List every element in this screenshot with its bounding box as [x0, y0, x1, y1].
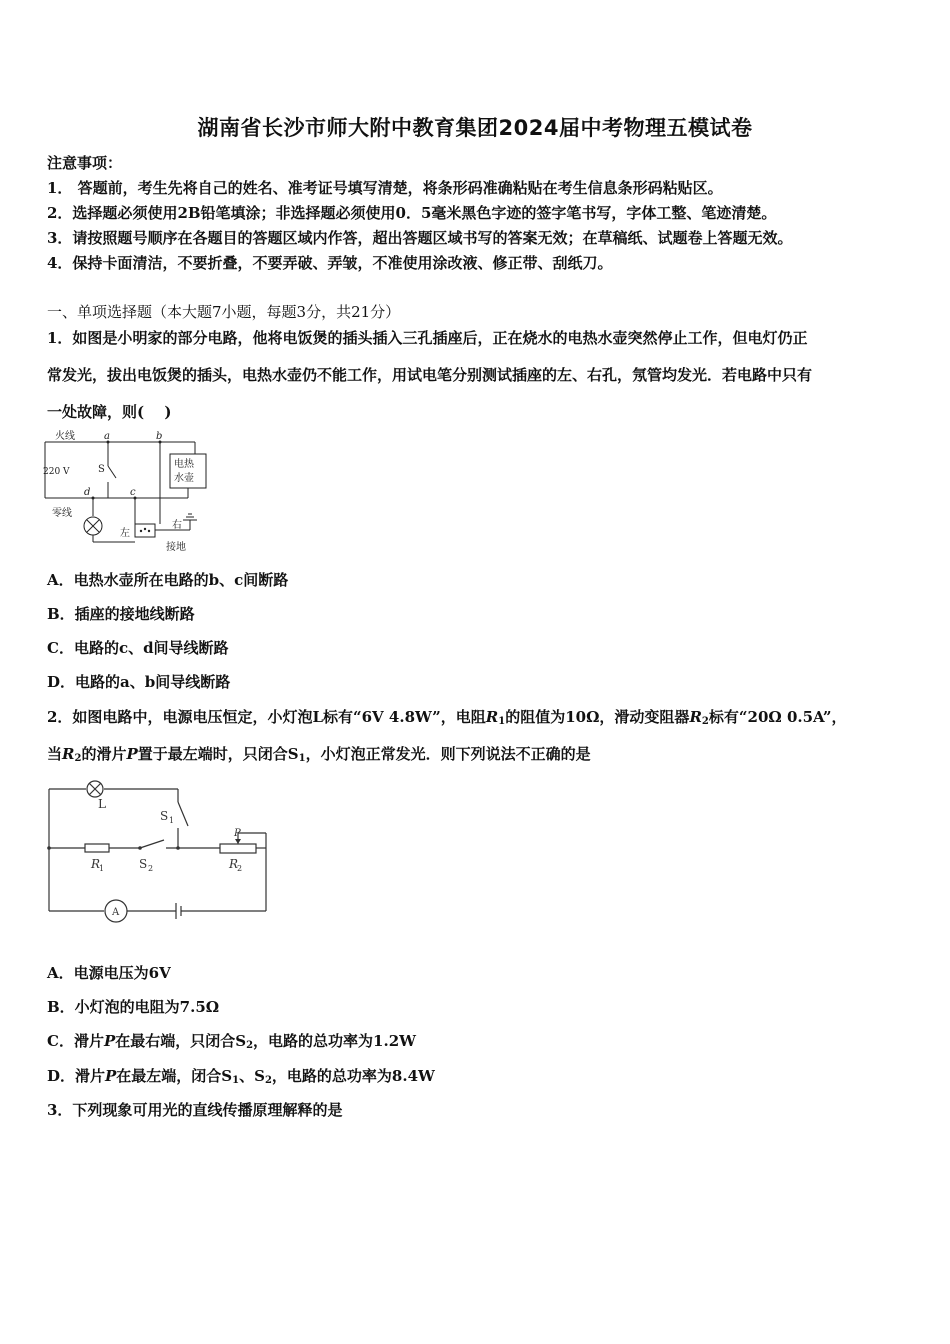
s1-sub-label: 1	[169, 816, 175, 825]
r1-label: R	[91, 857, 101, 871]
socket-left-label: 左	[120, 528, 130, 539]
q2-option-a: A．电源电压为6V	[47, 964, 171, 982]
notice-heading: 注意事项：	[47, 154, 123, 172]
page-title: 湖南省长沙市师大附中教育集团2024届中考物理五模试卷	[197, 116, 753, 140]
kettle-label-1: 电热	[174, 459, 194, 470]
r1-sub-label: 1	[99, 864, 105, 873]
q2-option-b: B．小灯泡的电阻为7.5Ω	[47, 998, 220, 1016]
q1-option-c: C．电路的c、d间导线断路	[47, 639, 229, 657]
switch-label: S	[98, 464, 105, 475]
point-b-label: b	[156, 431, 163, 442]
q1-option-a: A．电热水壶所在电路的b、c间断路	[47, 571, 289, 589]
q1-stem-line-3: 一处故障，则( )	[47, 403, 172, 421]
r2-sub-label: 2	[237, 864, 243, 873]
q2-option-d: D．滑片P在最左端，闭合$S_1$、$S_2$，电路的总功率为8.4W	[47, 1067, 435, 1086]
s1-label: S	[160, 809, 169, 823]
lamp-label: L	[98, 797, 106, 811]
kettle-label-2: 水壶	[174, 473, 194, 484]
live-wire-label: 火线	[55, 431, 75, 442]
section-heading: 一、单项选择题（本大题7小题，每题3分，共21分）	[47, 303, 401, 321]
r2-label: R	[229, 857, 239, 871]
s2-label: S	[139, 857, 148, 871]
q2-circuit-figure	[40, 776, 280, 926]
ammeter-label: A	[112, 907, 120, 918]
point-c-label: c	[130, 487, 136, 498]
q2-stem-line-1: 2．如图电路中，电源电压恒定，小灯泡L标有“6V 4.8W”，电阻$R_1$的阻值为10Ω，滑动变阻器$R_2$标有“20Ω 0.5A”，	[47, 708, 847, 727]
ground-label: 接地	[166, 542, 186, 553]
q3-stem: 3．下列现象可用光的直线传播原理解释的是	[47, 1101, 343, 1119]
voltage-label: 220 V	[43, 467, 70, 477]
point-a-label: a	[104, 431, 110, 442]
q1-option-d: D．电路的a、b间导线断路	[47, 673, 231, 691]
notice-item-1: 1． 答题前，考生先将自己的姓名、准考证号填写清楚，将条形码准确粘贴在考生信息条形码粘贴区。	[47, 179, 723, 197]
notice-item-2: 2．选择题必须使用2B铅笔填涂；非选择题必须使用0．5毫米黑色字迹的签字笔书写，字体工整、笔迹清楚。	[47, 204, 777, 222]
q2-stem-line-2: 当$R_2$的滑片P置于最左端时，只闭合$S_1$，小灯泡正常发光．则下列说法不正确的是	[47, 745, 591, 764]
q1-stem-line-2: 常发光，拔出电饭煲的插头，电热水壶仍不能工作，用试电笔分别测试插座的左、右孔，氖管均发光．若电路中只有	[47, 366, 813, 384]
notice-item-3: 3．请按照题号顺序在各题目的答题区域内作答，超出答题区域书写的答案无效；在草稿纸、试题卷上答题无效。	[47, 229, 793, 247]
q1-option-b: B．插座的接地线断路	[47, 605, 195, 623]
socket-right-label: 右	[172, 520, 182, 531]
notice-item-4: 4．保持卡面清洁，不要折叠，不要弄破、弄皱，不准使用涂改液、修正带、刮纸刀。	[47, 254, 613, 272]
q1-stem-line-1: 1．如图是小明家的部分电路，他将电饭煲的插头插入三孔插座后，正在烧水的电热水壶突然停止工作，但电灯仍正	[47, 329, 808, 347]
q1-circuit-figure	[40, 428, 220, 556]
slider-p-label: P	[234, 828, 241, 839]
neutral-wire-label: 零线	[52, 508, 72, 519]
point-d-label: d	[84, 487, 91, 498]
s2-sub-label: 2	[148, 864, 154, 873]
q2-option-c: C．滑片P在最右端，只闭合$S_2$，电路的总功率为1.2W	[47, 1032, 416, 1051]
